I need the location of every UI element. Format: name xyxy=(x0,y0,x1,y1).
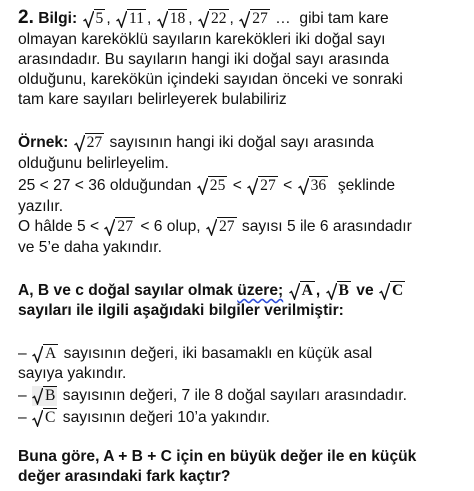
radical-sign-icon xyxy=(32,388,43,405)
abc-line-2: sayıları ile ilgili aşağıdaki bilgiler verilmiştir: xyxy=(18,302,344,319)
sqrt-5: 5 xyxy=(83,9,106,29)
bilgi-tail: gibi tam kare xyxy=(299,10,389,27)
radical-sign-icon xyxy=(198,11,209,28)
item-1-line-2: sayıya yakındır. xyxy=(18,365,127,382)
item-2 xyxy=(18,386,407,406)
item-text: sayısının değeri, 7 ile 8 doğal sayıları arasındadır. xyxy=(62,387,407,404)
ornek-label: Örnek: xyxy=(18,134,69,151)
radical-sign-icon xyxy=(32,346,43,363)
abc-prefix: A, B ve c doğal sayılar olmak xyxy=(18,282,233,299)
radical-sign-icon xyxy=(32,410,43,427)
radical-sign-icon xyxy=(239,11,250,28)
sqrt-A: A xyxy=(289,281,315,301)
item-1 xyxy=(18,344,372,364)
sqrt-27-ineq: 27 xyxy=(247,176,278,196)
radical-sign-icon xyxy=(326,283,337,300)
radical-sign-icon xyxy=(104,219,115,236)
radical-sign-icon xyxy=(83,11,94,28)
radical-sign-icon xyxy=(116,11,127,28)
sqrt-C-item: C xyxy=(32,408,57,428)
sqrt-18: 18 xyxy=(157,9,188,29)
halde-line-2: ve 5’e daha yakındır. xyxy=(18,239,162,256)
sqrt-C: C xyxy=(379,281,405,301)
sqrt-11: 11 xyxy=(116,9,146,29)
halde-mid: < 6 olup, xyxy=(140,218,201,235)
halde-line xyxy=(18,217,412,237)
sqrt-A-item: A xyxy=(32,344,58,364)
ineq-tail: şeklinde xyxy=(337,177,396,194)
bilgi-line-1: 2. Bilgi: 5 , 11 , 18 , 22 , 27 … gibi tam kare xyxy=(18,7,389,28)
sqrt-27-ornek: 27 xyxy=(74,133,105,153)
sqrt-36: 36 xyxy=(298,176,329,196)
halde-tail: sayısı 5 ile 6 arasındadır xyxy=(241,218,412,235)
ellipsis: … xyxy=(275,10,291,27)
radical-sign-icon xyxy=(379,283,390,300)
bilgi-label: Bilgi: xyxy=(38,10,78,27)
radical-sign-icon xyxy=(157,11,168,28)
item-3 xyxy=(18,408,270,428)
radical-sign-icon xyxy=(298,178,309,195)
sqrt-B: B xyxy=(326,281,351,301)
item-text: sayısının değeri 10’a yakındır. xyxy=(62,409,270,426)
question-line-1: Buna göre, A + B + C için en büyük değer ile en küçük xyxy=(18,448,417,465)
sqrt-27: 27 xyxy=(239,9,270,29)
bilgi-line-5: tam kare sayıları belirleyerek bulabiliriz xyxy=(18,91,287,108)
radical-sign-icon xyxy=(197,178,208,195)
ornek-line-2: olduğunu belirleyelim. xyxy=(18,155,169,172)
ornek-tail: sayısının hangi iki doğal sayı arasında xyxy=(109,134,374,151)
halde-prefix: O hâlde 5 < xyxy=(18,218,100,235)
ineq-line-2: yazılır. xyxy=(18,198,64,215)
lt-sign: < xyxy=(283,177,293,194)
sqrt-27-halde: 27 xyxy=(104,217,135,237)
bilgi-line-4: olduğunu, karekökün içindeki sayıdan önceki ve sonraki xyxy=(18,71,403,88)
radical-sign-icon xyxy=(74,135,85,152)
item-dash: – xyxy=(18,387,27,404)
ornek-line-1 xyxy=(18,133,374,153)
sqrt-B-item: B xyxy=(32,386,57,406)
item-dash: – xyxy=(18,409,27,426)
ineq-prefix: 25 < 27 < 36 olduğundan xyxy=(18,177,192,194)
radical-sign-icon xyxy=(289,283,300,300)
sqrt-22: 22 xyxy=(198,9,229,29)
bilgi-line-3: arasındadır. Bu sayıların hangi iki doğal sayı arasında xyxy=(18,51,390,68)
radical-sign-icon xyxy=(247,178,258,195)
bilgi-line-2: olmayan kareköklü sayıların karekökleri iki doğal sayı xyxy=(18,31,386,48)
radical-sign-icon xyxy=(206,219,217,236)
sqrt-27-halde-2: 27 xyxy=(206,217,237,237)
item-dash: – xyxy=(18,345,27,362)
sqrt-25: 25 xyxy=(197,176,228,196)
abc-ve: ve xyxy=(356,282,374,299)
question-line-2: değer arasındaki fark kaçtır? xyxy=(18,468,231,485)
item-text: sayısının değeri, iki basamaklı en küçük asal xyxy=(63,345,373,362)
problem-number: 2. xyxy=(18,7,34,28)
inequality-line xyxy=(18,176,395,196)
abc-line-1: A, B ve c doğal sayılar olmak üzere; A , B ve C xyxy=(18,282,404,299)
abc-wavy-word: üzere; xyxy=(237,282,284,299)
lt-sign: < xyxy=(232,177,242,194)
